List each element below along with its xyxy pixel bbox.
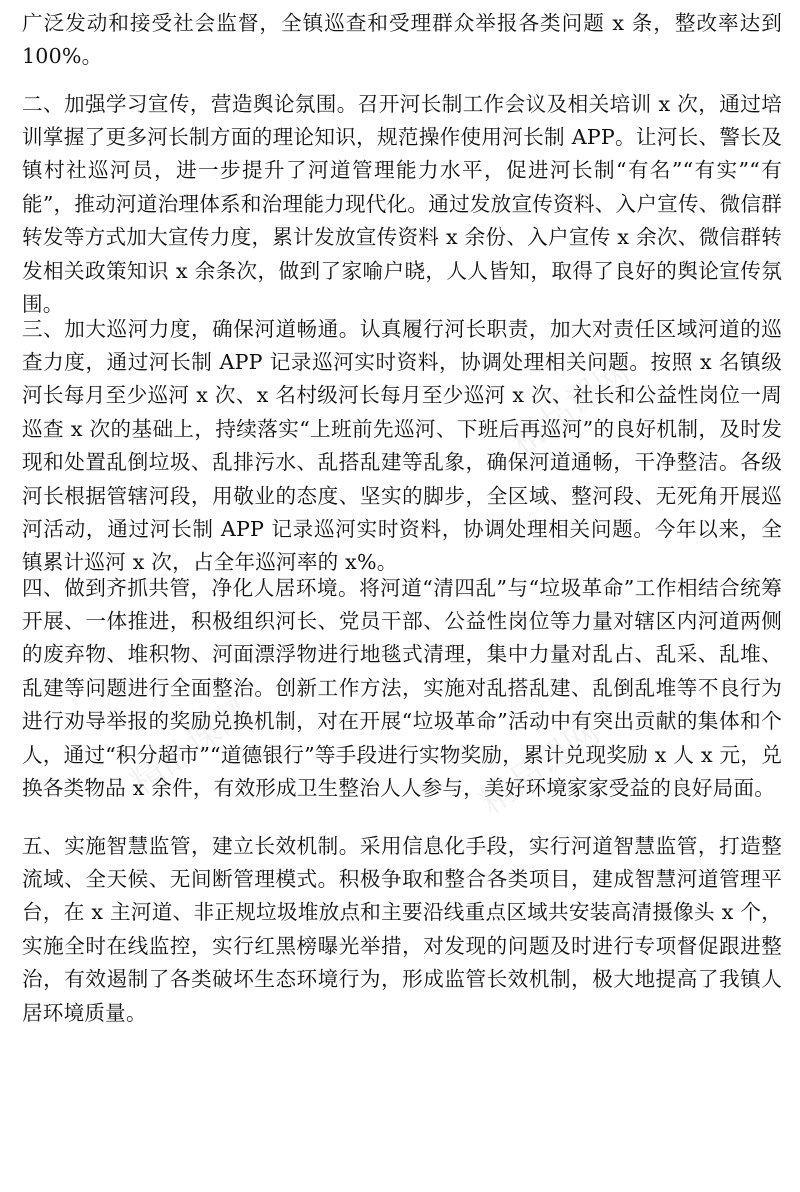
paragraph-section-3: 三、加大巡河力度，确保河道畅通。认真履行河长职责，加大对责任区域河道的巡查力度，通过河长制 APP 记录巡河实时资料，协调处理相关问题。按照 x 名镇级河长每月至少巡河 x 次、x 名村级河长每月至少巡河 x 次、社长和公益性岗位一周巡查 x 次的基础上，持续落实“上班前先巡河、下班后再巡河”的良好机制，及时发现和处置乱倒垃圾、乱排污水、乱搭乱建等乱象，确保河道通畅，干净整洁。各级河长根据管辖河段，用敬业的态度、坚实的脚步，全区域、整河段、无死角开展巡河活动，通过河长制 APP 记录巡河实时资料，协调处理相关问题。今年以来，全镇累计巡河 x 次，占全年巡河率的 x%。 <box>22 316 782 575</box>
watermark: 精品课网 <box>122 691 258 803</box>
paragraph-section-4: 四、做到齐抓共管，净化人居环境。将河道“清四乱”与“垃圾革命”工作相结合统筹开展、一体推进，积极组织河长、党员干部、公益性岗位等力量对辖区内河道两侧的废弃物、堆积物、河面漂浮物进行地毯式清理，集中力量对乱占、乱采、乱堆、乱建等问题进行全面整治。创新工作方法，实施对乱搭乱建、乱倒乱堆等不良行为进行劝导举报的奖励兑换机制，对在开展“垃圾革命”活动中有突出贡献的集体和个人，通过“积分超市”“道德银行”等手段进行实物奖励，累计兑现奖励 x 人 x 元，兑换各类物品 x 余件，有效形成卫生整治人人参与，美好环境家家受益的良好局面。 <box>22 575 782 801</box>
watermark: 精品课网 <box>472 711 608 823</box>
paragraph-fragment: 广泛发动和接受社会监督，全镇巡查和受理群众举报各类问题 x 条，整改率达到100%。 <box>22 10 782 68</box>
paragraph-section-5: 五、实施智慧监管，建立长效机制。采用信息化手段，实行河道智慧监管，打造整流域、全天候、无间断管理模式。积极争取和整合各类项目，建成智慧河道管理平台，在 x 主河道、非正规垃圾堆放点和主要沿线重点区域共安装高清摄像头 x 个，实施全时在线监控，实行红黑榜曝光举措，对发现的问题及时进行专项督促跟进整治，有效遏制了各类破坏生态环境行为，形成监管长效机制，极大地提高了我镇人居环境质量。 <box>22 833 782 1025</box>
paragraph-section-2: 二、加强学习宣传，营造舆论氛围。召开河长制工作会议及相关培训 x 次，通过培训掌握了更多河长制方面的理论知识，规范操作使用河长制 APP。让河长、警长及镇村社巡河员，进一步提升了河道管理能力水平，促进河长制“有名”“有实”“有能”，推动河道治理体系和治理能力现代化。通过发放宣传资料、入户宣传、微信群转发等方式加大宣传力度，累计发放宣传资料 x 余份、入户宣传 x 余次、微信群转发相关政策知识 x 余条次，做到了家喻户晓，人人皆知，取得了良好的舆论宣传氛围。 <box>22 91 782 317</box>
watermark: 精品课网 <box>502 351 638 463</box>
